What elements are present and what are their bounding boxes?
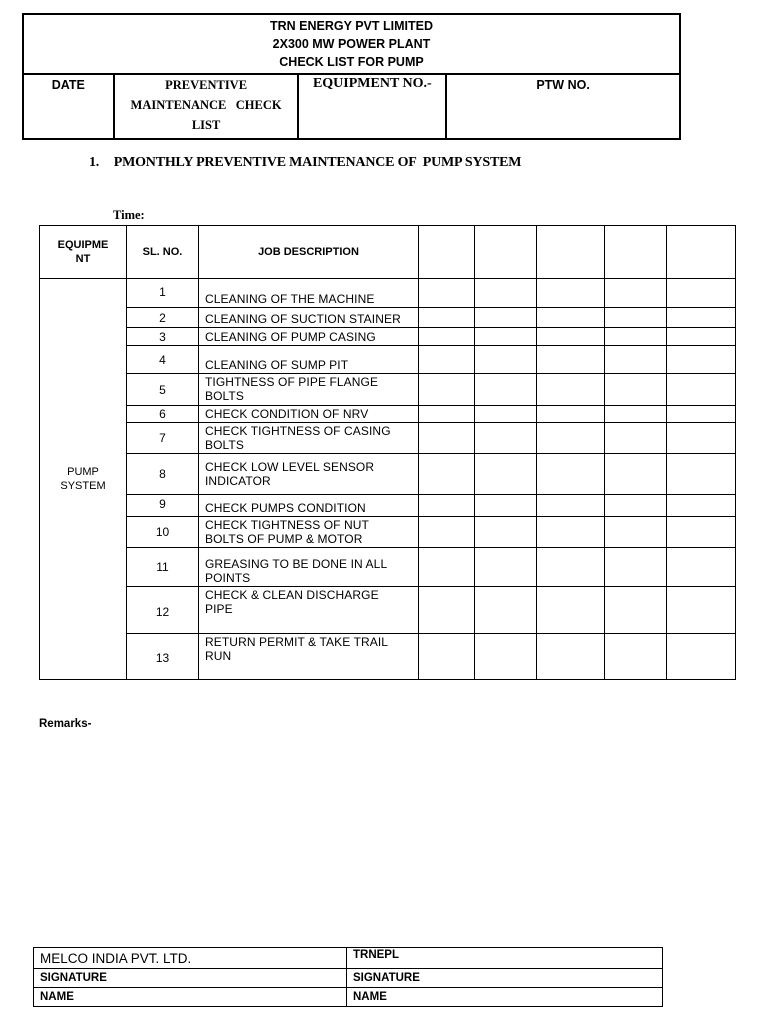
check-cell: [537, 548, 605, 587]
blank-column-header: [475, 226, 537, 279]
check-cell: [667, 634, 736, 680]
job-description: [199, 374, 419, 406]
check-cell: [667, 548, 736, 587]
check-cell: [605, 279, 667, 308]
check-cell: [605, 406, 667, 423]
sl-no: 4: [127, 346, 199, 374]
check-cell: [475, 328, 537, 346]
company-name: TRN ENERGY PVT LIMITED: [270, 19, 433, 33]
job-description-line2: BOLTS: [205, 389, 244, 403]
col-header-equipment: [40, 226, 127, 279]
check-cell: [667, 423, 736, 454]
table-row: [40, 423, 736, 454]
check-cell: [419, 548, 475, 587]
col-header-job-description: JOB DESCRIPTION: [199, 226, 419, 279]
sl-no: 5: [127, 374, 199, 406]
check-cell: [475, 346, 537, 374]
job-description-line2: INDICATOR: [205, 473, 271, 488]
right-signature-field[interactable]: SIGNATURE: [347, 969, 663, 988]
check-cell: [475, 454, 537, 495]
job-description: [199, 587, 419, 634]
left-signature-field[interactable]: SIGNATURE: [34, 969, 347, 988]
sl-no: 2: [127, 308, 199, 328]
job-description: CHECK PUMPS CONDITION: [199, 495, 419, 517]
section-heading: [89, 155, 521, 171]
job-description: [199, 634, 419, 680]
check-cell: [537, 517, 605, 548]
header-title-block: [23, 14, 680, 74]
table-row: [40, 328, 736, 346]
job-description-line2: RUN: [205, 649, 232, 663]
equipment-cell: [40, 279, 127, 680]
sl-no: 3: [127, 328, 199, 346]
checklist-title: CHECK LIST FOR PUMP: [279, 55, 424, 69]
checklist-table: [39, 225, 736, 680]
sl-no: 1: [127, 279, 199, 308]
check-cell: [419, 346, 475, 374]
time-label: Time:: [113, 208, 145, 222]
check-cell: [537, 308, 605, 328]
section-title: PMONTHLY PREVENTIVE MAINTENANCE OF PUMP SYSTEM: [113, 155, 522, 170]
date-cell: [23, 74, 114, 139]
check-cell: [419, 587, 475, 634]
check-cell: [667, 308, 736, 328]
check-cell: [537, 454, 605, 495]
job-description-line1: GREASING TO BE DONE IN ALL: [205, 557, 388, 571]
check-cell: [419, 328, 475, 346]
check-cell: [419, 423, 475, 454]
check-cell: [537, 279, 605, 308]
blank-column-header: [537, 226, 605, 279]
equipment-no-cell: [298, 74, 446, 139]
check-cell: [475, 374, 537, 406]
check-cell: [605, 308, 667, 328]
check-cell: [419, 495, 475, 517]
sl-no: 10: [127, 517, 199, 548]
sl-no: 6: [127, 406, 199, 423]
check-cell: [475, 406, 537, 423]
check-cell: [419, 634, 475, 680]
ptw-no-label: PTW NO.: [536, 78, 590, 92]
check-cell: [605, 548, 667, 587]
check-cell: [537, 423, 605, 454]
check-cell: [475, 517, 537, 548]
check-cell: [419, 406, 475, 423]
equipment-name-line1: PUMP: [67, 466, 99, 478]
check-cell: [537, 346, 605, 374]
right-name-field[interactable]: NAME: [347, 988, 663, 1007]
check-cell: [667, 587, 736, 634]
sl-no: 11: [127, 548, 199, 587]
check-cell: [475, 548, 537, 587]
remarks-label: Remarks-: [39, 718, 92, 730]
job-description-line2: POINTS: [205, 571, 251, 585]
equipment-no-label: EQUIPMENT NO.-: [312, 76, 432, 91]
left-name-field[interactable]: NAME: [34, 988, 347, 1007]
job-description-line2: BOLTS: [205, 437, 244, 452]
table-row: [40, 454, 736, 495]
job-description-line2: BOLTS OF PUMP & MOTOR: [205, 531, 363, 546]
job-description: CLEANING OF SUMP PIT: [199, 346, 419, 374]
job-description: [199, 517, 419, 548]
pm-label-line3: LIST: [191, 118, 221, 132]
check-cell: [667, 279, 736, 308]
sl-no: 9: [127, 495, 199, 517]
check-cell: [475, 587, 537, 634]
check-cell: [667, 495, 736, 517]
check-cell: [667, 346, 736, 374]
table-row: [40, 634, 736, 680]
check-cell: [419, 279, 475, 308]
table-row: [40, 548, 736, 587]
job-description: CHECK CONDITION OF NRV: [199, 406, 419, 423]
blank-column-header: [605, 226, 667, 279]
signature-table: [33, 947, 663, 1007]
table-row: [40, 308, 736, 328]
check-cell: [419, 308, 475, 328]
sl-no: 7: [127, 423, 199, 454]
check-cell: [475, 495, 537, 517]
check-cell: [605, 423, 667, 454]
check-cell: [667, 517, 736, 548]
job-description: CLEANING OF THE MACHINE: [199, 279, 419, 308]
check-cell: [667, 328, 736, 346]
check-cell: [475, 308, 537, 328]
check-cell: [605, 328, 667, 346]
table-row: [40, 495, 736, 517]
check-cell: [605, 517, 667, 548]
job-description: CLEANING OF PUMP CASING: [199, 328, 419, 346]
check-cell: [537, 328, 605, 346]
check-cell: [475, 423, 537, 454]
check-cell: [419, 517, 475, 548]
table-row: [40, 346, 736, 374]
col-header-equipment-line1: EQUIPME: [57, 239, 109, 251]
table-row: [40, 517, 736, 548]
check-cell: [667, 406, 736, 423]
table-row: [40, 406, 736, 423]
check-cell: [537, 406, 605, 423]
document-header: [22, 13, 681, 140]
col-header-slno: SL. NO.: [127, 226, 199, 279]
table-row: [40, 279, 736, 308]
pm-checklist-cell: [114, 74, 299, 139]
date-label: DATE: [51, 78, 85, 92]
check-cell: [475, 279, 537, 308]
sl-no: 13: [127, 634, 199, 680]
sl-no: 12: [127, 587, 199, 634]
job-description-line2: PIPE: [205, 602, 233, 616]
job-description: [199, 454, 419, 495]
job-description-line1: CHECK TIGHTNESS OF CASING: [205, 423, 391, 438]
check-cell: [605, 587, 667, 634]
section-number: 1.: [89, 155, 100, 170]
check-cell: [475, 634, 537, 680]
pm-label-line2: MAINTENANCE CHECK: [130, 98, 282, 112]
check-cell: [537, 495, 605, 517]
check-cell: [667, 454, 736, 495]
blank-column-header: [419, 226, 475, 279]
job-description: CLEANING OF SUCTION STAINER: [199, 308, 419, 328]
check-cell: [537, 587, 605, 634]
check-cell: [605, 374, 667, 406]
job-description-line1: CHECK LOW LEVEL SENSOR: [205, 459, 375, 474]
pm-label-line1: PREVENTIVE: [165, 78, 248, 92]
job-description-line1: CHECK TIGHTNESS OF NUT: [205, 517, 369, 532]
job-description: [199, 548, 419, 587]
sl-no: 8: [127, 454, 199, 495]
check-cell: [667, 374, 736, 406]
check-cell: [605, 495, 667, 517]
check-cell: [605, 634, 667, 680]
check-cell: [605, 454, 667, 495]
ptw-no-cell: [446, 74, 680, 139]
table-header-row: [40, 226, 736, 279]
job-description-line1: RETURN PERMIT & TAKE TRAIL: [205, 635, 389, 649]
job-description-line1: TIGHTNESS OF PIPE FLANGE: [205, 375, 379, 389]
job-description: [199, 423, 419, 454]
check-cell: [537, 374, 605, 406]
job-description-line1: CHECK & CLEAN DISCHARGE: [205, 588, 379, 602]
check-cell: [419, 374, 475, 406]
right-company-name: TRNEPL: [347, 948, 663, 969]
left-company-name: MELCO INDIA PVT. LTD.: [34, 948, 347, 969]
check-cell: [605, 346, 667, 374]
blank-column-header: [667, 226, 736, 279]
check-cell: [537, 634, 605, 680]
table-row: [40, 374, 736, 406]
check-cell: [419, 454, 475, 495]
equipment-name-line2: SYSTEM: [60, 480, 106, 492]
col-header-equipment-line2: NT: [75, 253, 91, 265]
plant-name: 2X300 MW POWER PLANT: [272, 37, 431, 51]
table-row: [40, 587, 736, 634]
